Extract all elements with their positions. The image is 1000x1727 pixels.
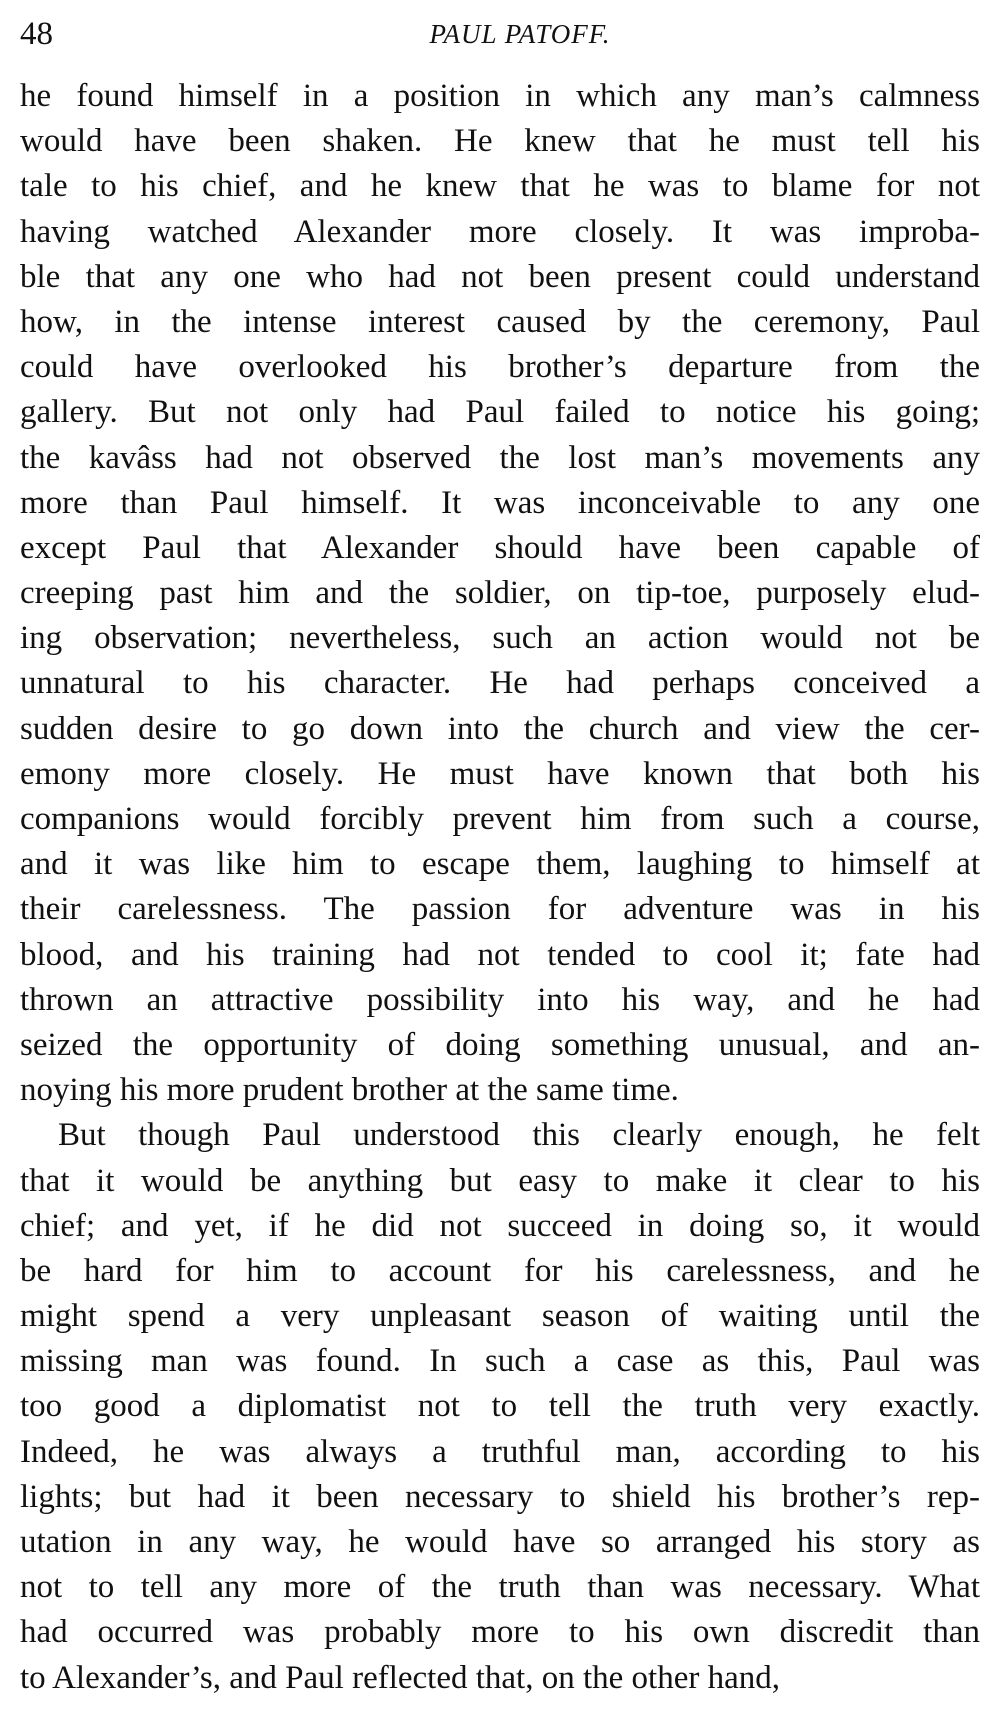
page-number: 48: [20, 16, 53, 52]
text-line: had occurred was probably more to his own discredit than: [20, 1614, 980, 1651]
text-line: emony more closely. He must have known that both his: [20, 755, 980, 792]
text-line: the kavâss had not observed the lost man’s movements any: [20, 439, 980, 476]
text-line: how, in the intense interest caused by the ceremony, Paul: [20, 303, 980, 340]
text-line: sudden desire to go down into the church and view the cer-: [20, 710, 980, 747]
text-line: Indeed, he was always a truthful man, according to his: [20, 1433, 980, 1470]
text-line: would have been shaken. He knew that he must tell his: [20, 123, 980, 160]
text-line: missing man was found. In such a case as this, Paul was: [20, 1343, 980, 1380]
text-line: he found himself in a position in which any man’s calmness: [20, 78, 980, 114]
paragraph: [20, 1113, 980, 1700]
text-line: not to tell any more of the truth than was necessary. What: [20, 1569, 980, 1606]
running-head: [20, 14, 980, 62]
text-line: lights; but had it been necessary to shield his brother’s rep-: [20, 1478, 980, 1515]
text-line: that it would be anything but easy to make it clear to his: [20, 1162, 980, 1199]
text-line: utation in any way, he would have so arranged his story as: [20, 1524, 980, 1560]
text-line: their carelessness. The passion for adventure was in his: [20, 891, 980, 928]
text-line: be hard for him to account for his carelessness, and he: [20, 1252, 980, 1289]
text-line: companions would forcibly prevent him from such a course,: [20, 801, 980, 837]
text-line: thrown an attractive possibility into his way, and he had: [20, 981, 980, 1018]
text-line: chief; and yet, if he did not succeed in doing so, it would: [20, 1207, 980, 1244]
text-line: ing observation; nevertheless, such an action would not be: [20, 620, 980, 657]
text-line: creeping past him and the soldier, on tip-toe, purposely elud-: [20, 575, 980, 612]
text-line: gallery. But not only had Paul failed to notice his going;: [20, 394, 980, 431]
body-text: [20, 74, 980, 1701]
text-line: more than Paul himself. It was inconceivable to any one: [20, 484, 980, 521]
text-line: unnatural to his character. He had perhaps conceived a: [20, 665, 980, 702]
text-line: to Alexander’s, and Paul reflected that, on the other hand,: [20, 1659, 780, 1696]
text-line: could have overlooked his brother’s departure from the: [20, 349, 980, 386]
text-line: and it was like him to escape them, laughing to himself at: [20, 846, 980, 883]
text-line: having watched Alexander more closely. It was improba-: [20, 213, 980, 250]
text-line: seized the opportunity of doing something unusual, and an-: [20, 1026, 980, 1063]
running-title: PAUL PATOFF.: [429, 19, 611, 49]
paragraph: [20, 74, 980, 1113]
text-line: except Paul that Alexander should have been capable of: [20, 529, 980, 566]
text-line: too good a diplomatist not to tell the truth very exactly.: [20, 1388, 980, 1425]
text-line: noying his more prudent brother at the same time.: [20, 1072, 679, 1109]
text-line: blood, and his training had not tended to cool it; fate had: [20, 936, 980, 973]
text-line: tale to his chief, and he knew that he was to blame for not: [20, 168, 980, 205]
text-line: ble that any one who had not been present could understand: [20, 258, 980, 295]
text-line: might spend a very unpleasant season of waiting until the: [20, 1298, 980, 1335]
text-line: But though Paul understood this clearly enough, he felt: [58, 1117, 980, 1154]
